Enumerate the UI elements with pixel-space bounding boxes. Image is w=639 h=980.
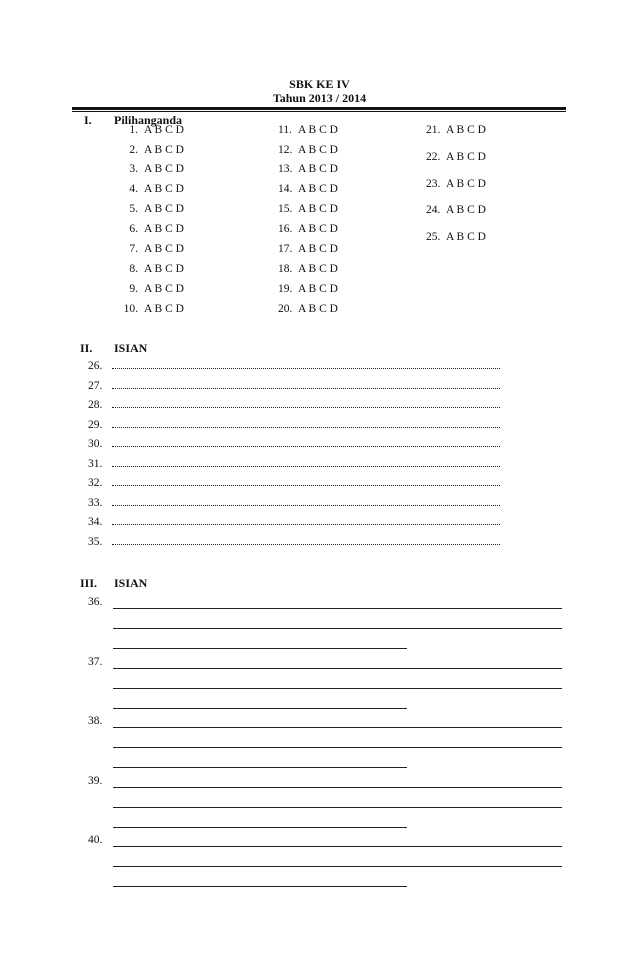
mc-item-number: 16. <box>278 223 293 235</box>
essay-answer-line[interactable] <box>113 866 562 867</box>
essay-answer-line[interactable] <box>113 846 562 847</box>
essay-answer-line[interactable] <box>113 708 407 709</box>
mc-item-number: 8. <box>129 263 138 275</box>
fill-in-row <box>88 379 500 392</box>
mc-item <box>110 144 184 156</box>
fill-in-row <box>88 437 500 450</box>
mc-item-number: 19. <box>278 283 293 295</box>
fill-in-number: 35. <box>88 535 103 548</box>
mc-item-options[interactable]: A B C D <box>144 243 184 255</box>
mc-item <box>110 243 184 255</box>
mc-item <box>278 243 338 255</box>
mc-item-number: 5. <box>129 203 138 215</box>
essay-answer-line[interactable] <box>113 608 562 609</box>
fill-in-number: 30. <box>88 438 103 450</box>
fill-in-number: 29. <box>88 418 103 431</box>
fill-in-answer-line[interactable] <box>112 535 500 545</box>
essay-answer-line[interactable] <box>113 886 407 887</box>
mc-item <box>426 204 486 216</box>
essay-answer-line[interactable] <box>113 747 562 748</box>
fill-in-number: 31. <box>88 457 103 470</box>
mc-item <box>426 151 486 163</box>
fill-in-number: 28. <box>88 399 103 411</box>
mc-item <box>278 283 338 295</box>
section-1-title: Pilihanganda <box>114 113 183 127</box>
fill-in-answer-line[interactable] <box>112 418 500 428</box>
mc-item-options[interactable]: A B C D <box>298 163 338 175</box>
mc-item-options[interactable]: A B C D <box>298 183 338 195</box>
mc-item <box>110 124 184 136</box>
mc-item-options[interactable]: A B C D <box>144 283 184 295</box>
sheet-title: SBK KE IV <box>289 77 350 91</box>
mc-item-number: 15. <box>278 203 293 215</box>
fill-in-answer-line[interactable] <box>112 437 500 447</box>
sheet-year: Tahun 2013 / 2014 <box>272 91 367 105</box>
essay-number: 36. <box>88 596 103 608</box>
mc-item-number: 4. <box>129 183 138 195</box>
fill-in-answer-line[interactable] <box>112 359 500 369</box>
mc-item-options[interactable]: A B C D <box>298 124 338 136</box>
mc-item-number: 20. <box>278 303 293 315</box>
essay-answer-line[interactable] <box>113 727 562 728</box>
essay-answer-line[interactable] <box>113 827 407 828</box>
mc-item <box>426 231 486 243</box>
mc-item <box>278 303 338 315</box>
mc-item-number: 2. <box>129 144 138 156</box>
section-3-number: III. <box>80 576 98 590</box>
mc-item-number: 7. <box>129 243 138 255</box>
mc-item <box>110 183 184 195</box>
mc-item-number: 17. <box>278 243 293 255</box>
fill-in-row <box>88 515 500 528</box>
mc-item-options[interactable]: A B C D <box>144 124 184 136</box>
mc-item-number: 1. <box>129 124 138 136</box>
fill-in-answer-line[interactable] <box>112 515 500 525</box>
fill-in-number: 26. <box>88 360 103 372</box>
mc-item-options[interactable]: A B C D <box>144 223 184 235</box>
mc-item-options[interactable]: A B C D <box>144 203 184 215</box>
mc-item-options[interactable]: A B C D <box>298 243 338 255</box>
mc-item-number: 14. <box>278 183 293 195</box>
fill-in-number: 34. <box>88 516 103 528</box>
section-2-number: II. <box>80 341 93 355</box>
mc-item-options[interactable]: A B C D <box>298 303 338 315</box>
fill-in-row <box>88 535 500 548</box>
essay-answer-line[interactable] <box>113 787 562 788</box>
mc-item <box>278 163 338 175</box>
section-3-title: ISIAN <box>114 576 148 590</box>
mc-item-number: 6. <box>129 223 138 235</box>
fill-in-answer-line[interactable] <box>112 496 500 506</box>
header-rule-thin <box>72 111 566 112</box>
essay-answer-line[interactable] <box>113 648 407 649</box>
essay-number: 37. <box>88 655 103 668</box>
mc-item-number: 25. <box>426 231 441 243</box>
fill-in-row <box>88 359 500 372</box>
section-1-number: I. <box>84 113 92 127</box>
mc-item-number: 12. <box>278 144 293 156</box>
mc-item-options[interactable]: A B C D <box>446 124 486 136</box>
mc-item-options[interactable]: A B C D <box>298 203 338 215</box>
mc-item <box>110 223 184 235</box>
mc-item-options[interactable]: A B C D <box>446 178 486 190</box>
fill-in-answer-line[interactable] <box>112 476 500 486</box>
mc-item-number: 18. <box>278 263 293 275</box>
mc-item-options[interactable]: A B C D <box>144 263 184 275</box>
section-2-title: ISIAN <box>114 341 148 355</box>
fill-in-row <box>88 418 500 431</box>
fill-in-answer-line[interactable] <box>112 457 500 467</box>
essay-answer-line[interactable] <box>113 807 562 808</box>
mc-item <box>278 203 338 215</box>
essay-number: 40. <box>88 834 103 846</box>
mc-item-number: 9. <box>129 283 138 295</box>
mc-item-options[interactable]: A B C D <box>298 144 338 156</box>
mc-item-options[interactable]: A B C D <box>446 231 486 243</box>
essay-answer-line[interactable] <box>113 668 562 669</box>
essay-number: 39. <box>88 774 103 787</box>
mc-item-number: 11. <box>278 124 292 136</box>
mc-item <box>110 163 184 175</box>
mc-item-options[interactable]: A B C D <box>446 204 486 216</box>
fill-in-answer-line[interactable] <box>112 379 500 389</box>
mc-item-number: 13. <box>278 163 293 175</box>
mc-item <box>278 223 338 235</box>
mc-item-options[interactable]: A B C D <box>144 183 184 195</box>
fill-in-number: 32. <box>88 477 103 489</box>
mc-item-number: 3. <box>129 163 138 175</box>
mc-item-options[interactable]: A B C D <box>298 223 338 235</box>
mc-item-number: 22. <box>426 151 441 163</box>
fill-in-row <box>88 496 500 509</box>
mc-item-number: 21. <box>426 124 441 136</box>
fill-in-row <box>88 476 500 489</box>
header-rule-thick <box>72 107 566 110</box>
mc-item <box>426 178 486 190</box>
mc-item-options[interactable]: A B C D <box>144 303 184 315</box>
fill-in-answer-line[interactable] <box>112 398 500 408</box>
mc-item-options[interactable]: A B C D <box>446 151 486 163</box>
mc-item-options[interactable]: A B C D <box>144 144 184 156</box>
mc-item <box>110 283 184 295</box>
mc-item <box>110 263 184 275</box>
mc-item <box>278 263 338 275</box>
essay-answer-line[interactable] <box>113 628 562 629</box>
mc-item-number: 24. <box>426 204 441 216</box>
mc-item <box>278 144 338 156</box>
mc-item-number: 23. <box>426 178 441 190</box>
fill-in-row <box>88 457 500 470</box>
fill-in-row <box>88 398 500 411</box>
mc-item-options[interactable]: A B C D <box>144 163 184 175</box>
essay-answer-line[interactable] <box>113 688 562 689</box>
essay-answer-line[interactable] <box>113 767 407 768</box>
fill-in-number: 33. <box>88 496 103 509</box>
mc-item <box>110 203 184 215</box>
mc-item <box>278 183 338 195</box>
essay-number: 38. <box>88 715 103 727</box>
mc-item-number: 10. <box>123 303 138 315</box>
mc-item-options[interactable]: A B C D <box>298 263 338 275</box>
fill-in-number: 27. <box>88 379 103 392</box>
mc-item <box>110 303 184 315</box>
mc-item <box>426 124 486 136</box>
mc-item-options[interactable]: A B C D <box>298 283 338 295</box>
mc-item <box>278 124 338 136</box>
